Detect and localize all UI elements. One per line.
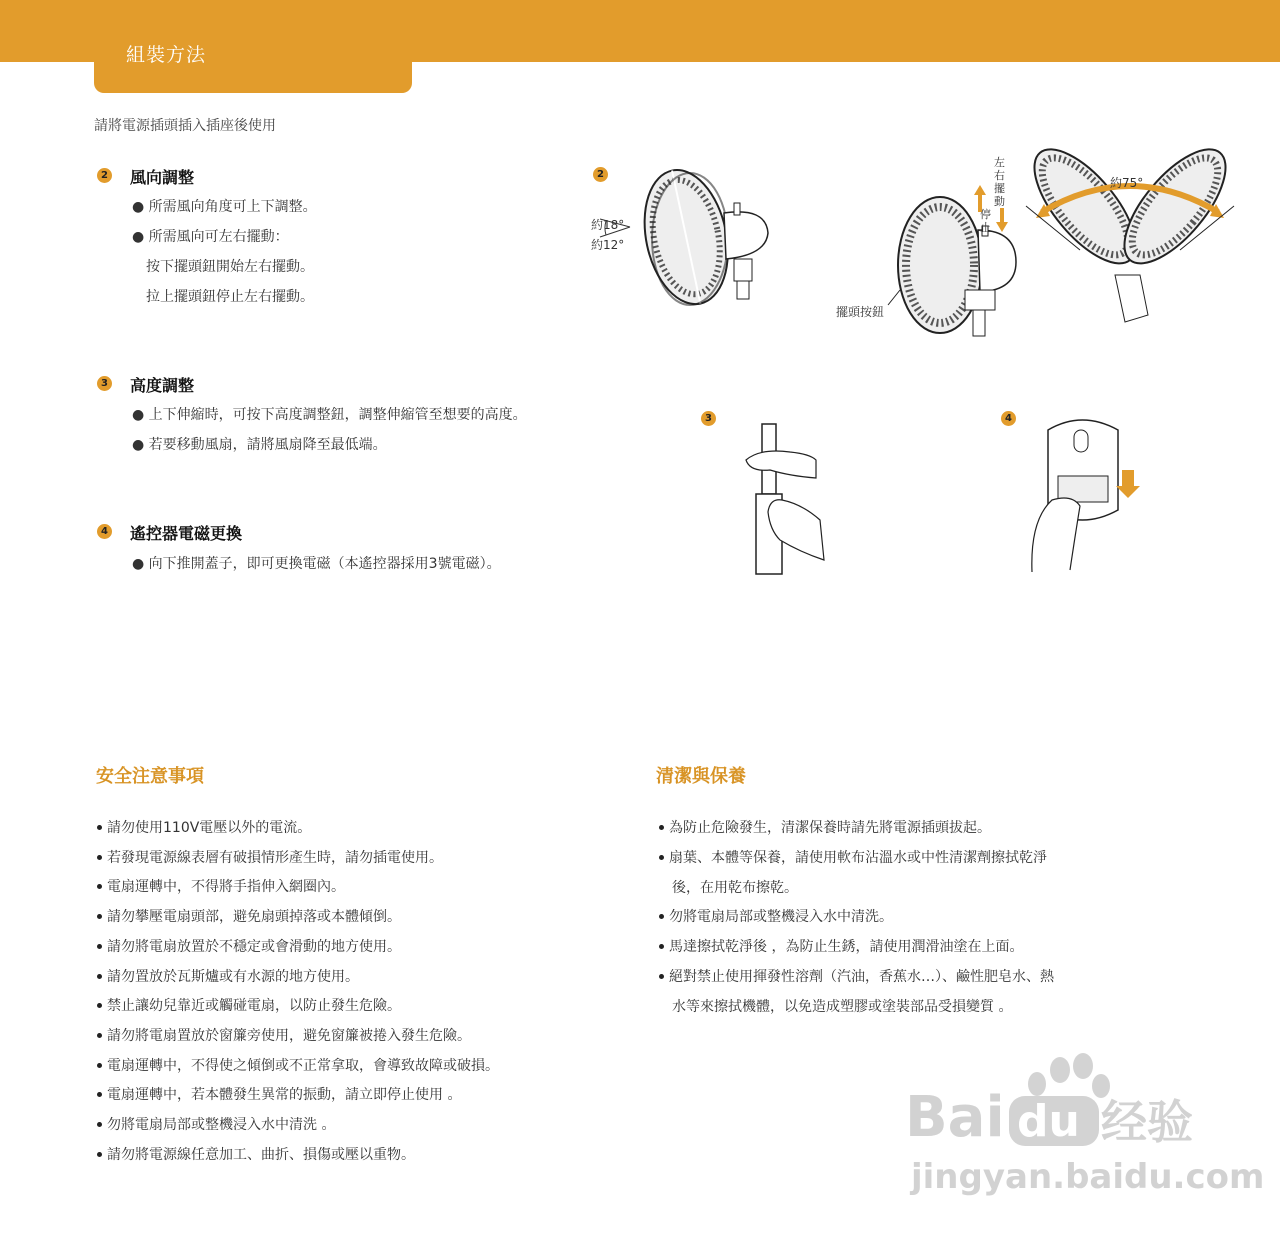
safety-item: 禁止讓幼兒靠近或觸碰電扇，以防止發生危險。 [107,998,401,1015]
svg-text:经验: 经验 [1101,1095,1193,1149]
figure-badge: 2 [593,167,608,182]
bullet-dot [97,1092,102,1097]
safety-item: 請勿置放於瓦斯爐或有水源的地方使用。 [107,968,359,985]
safety-title: 安全注意事項 [96,766,204,787]
bullet-dot [659,825,664,830]
angle-up-label: 約18° [591,218,625,232]
bullet-line: ● 向下推開蓋子，即可更換電磁（本遙控器採用3號電磁）。 [132,556,501,572]
bullet-dot [659,855,664,860]
section-title: 遙控器電磁更換 [130,524,243,543]
cleaning-item: 馬達擦拭乾淨後 ，為防止生銹，請使用潤滑油塗在上面。 [669,939,1024,956]
bullet-dot [97,825,102,830]
bullet-dot [97,884,102,889]
section-title: 高度調整 [130,376,195,395]
bullet-dot [659,914,664,919]
bullet-dot [97,974,102,979]
bullet-dot [97,1122,102,1127]
figure-badge: 4 [1001,411,1016,426]
figure-badge: 3 [701,411,716,426]
svg-text:jingyan.baidu.com: jingyan.baidu.com [911,1157,1265,1197]
safety-item: 電扇運轉中，不得將手指伸入網圈內。 [107,879,345,896]
clipped-line: 請將電源插頭插入插座後使用 [94,118,276,134]
remote-battery-illustration [1022,410,1152,580]
section-badge: 4 [97,524,112,539]
bullet-line: 拉上擺頭鈕停止左右擺動。 [146,289,314,305]
bullet-line: ● 所需風向角度可上下調整。 [132,199,317,215]
cleaning-item: 絕對禁止使用揮發性溶劑（汽油，香蕉水…）、鹼性肥皂水、熱 [669,969,1054,985]
section-badge: 2 [97,168,112,183]
bullet-dot [97,944,102,949]
angle-down-label: 約12° [591,238,625,252]
cleaning-title: 清潔與保養 [656,766,746,787]
safety-item: 若發現電源線表層有破損情形產生時，請勿插電使用。 [107,849,443,866]
safety-item: 請勿將電扇放置於不穩定或會滑動的地方使用。 [107,938,401,955]
bullet-dot [97,914,102,919]
bullet-dot [659,974,664,979]
bullet-line: ● 上下伸縮時，可按下高度調整鈕，調整伸縮管至想要的高度。 [132,407,527,423]
bullet-line: ● 若要移動風扇，請將風扇降至最低端。 [132,437,387,453]
bullet-dot [659,944,664,949]
bullet-line: ● 所需風向可左右擺動： [132,229,289,245]
safety-item: 電扇運轉中，若本體發生異常的振動，請立即停止使用 。 [107,1087,462,1104]
cleaning-item: 為防止危險發生，清潔保養時請先將電源插頭拔起。 [669,820,991,836]
section-title: 風向調整 [130,168,195,187]
swing-angle-label: 約75° [1110,176,1144,190]
cleaning-item: 勿將電扇局部或整機浸入水中清洗。 [669,909,893,926]
safety-item: 勿將電扇局部或整機浸入水中清洗 。 [107,1117,336,1133]
baidu-watermark-logo [905,1048,1265,1198]
safety-item: 請勿將電源線任意加工、曲折、損傷或壓以重物。 [107,1146,415,1163]
svg-text:Bai: Bai [905,1085,1005,1150]
safety-item: 請勿將電扇置放於窗簾旁使用，避免窗簾被捲入發生危險。 [107,1027,471,1044]
swing-button-label: 擺頭按鈕 [836,305,885,319]
safety-item: 請勿使用110V電壓以外的電流。 [107,820,312,836]
bullet-dot [97,855,102,860]
bullet-dot [97,1003,102,1008]
section-badge: 3 [97,376,112,391]
bullet-dot [97,1152,102,1157]
bullet-dot [97,1033,102,1038]
bullet-line: 按下擺頭鈕開始左右擺動。 [146,259,314,275]
bullet-dot [97,1063,102,1068]
fan-swing-illustration [830,150,1230,350]
swing-label: 左右擺動 [994,156,1005,208]
page-title: 組裝方法 [126,44,207,66]
cleaning-item: 扇葉、本體等保養，請使用軟布沾溫水或中性清潔劑擦拭乾淨 [669,849,1047,866]
height-adjust-illustration [730,420,840,580]
stop-label: 停止 [980,208,991,234]
cleaning-item: 後，在用乾布擦乾。 [672,879,798,896]
cleaning-item: 水等來擦拭機體，以免造成塑膠或塗裝部品受損變質 。 [672,998,1013,1015]
safety-item: 電扇運轉中，不得使之傾倒或不正常拿取，會導致故障或破損。 [107,1057,499,1074]
safety-item: 請勿攀壓電扇頭部，避免扇頭掉落或本體傾倒。 [107,909,401,926]
svg-text:du: du [1017,1096,1080,1147]
